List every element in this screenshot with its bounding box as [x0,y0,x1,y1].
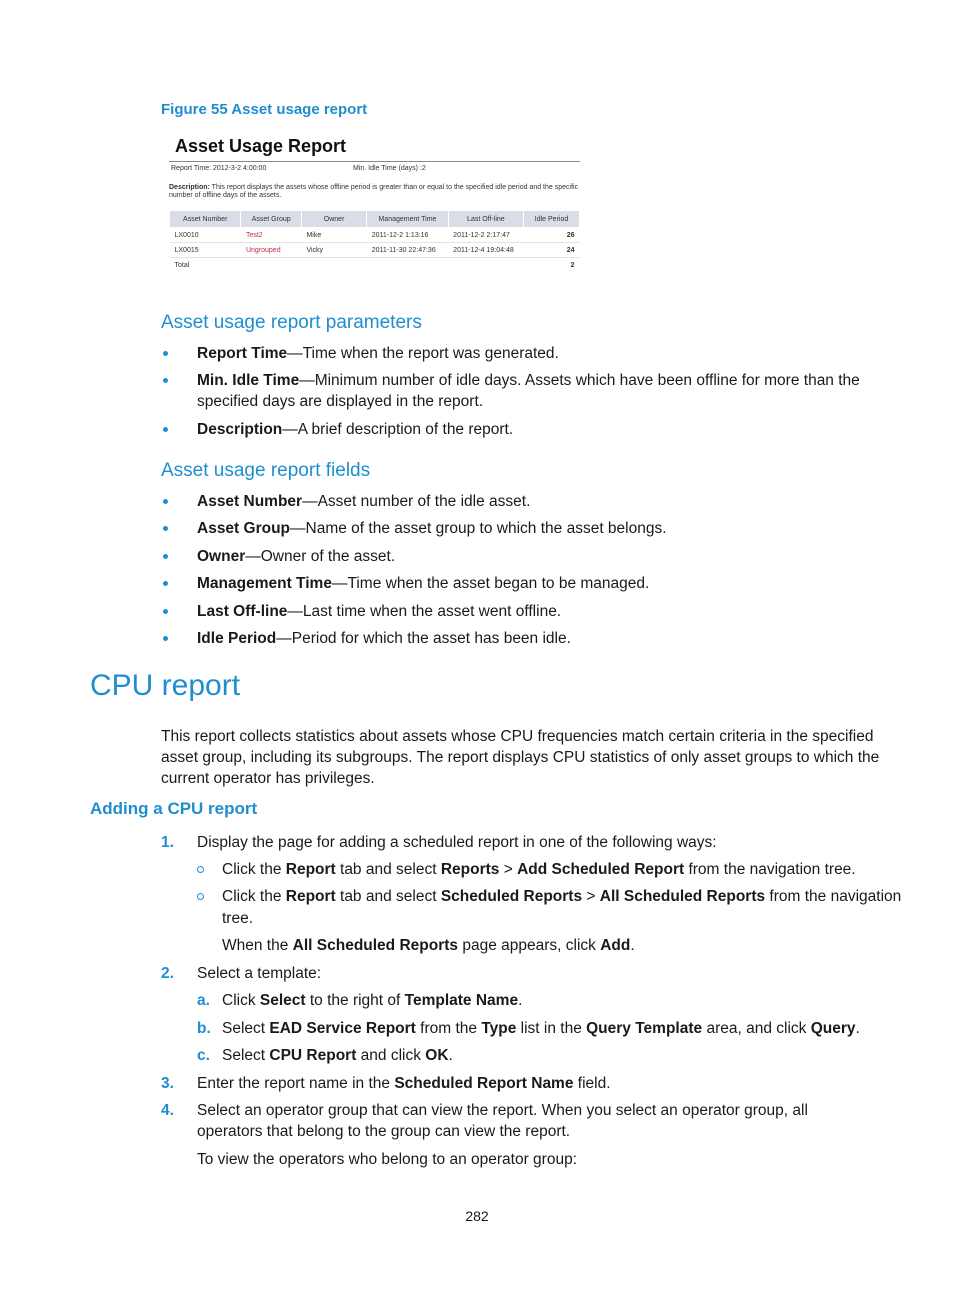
step-number: 2. [161,965,174,982]
cell: Test2 [241,228,301,243]
step-1: Display the page for adding a scheduled report in one of the following ways: [197,834,717,851]
report-title: Asset Usage Report [175,136,347,156]
step-number: 1. [161,834,174,851]
bullet-icon [163,636,168,641]
field-asset-number: Asset Number—Asset number of the idle asset. [197,493,531,510]
cell: 2011-12-4 19:04:48 [448,243,523,258]
step-1-note: When the All Scheduled Reports page appears, click Add. [222,937,635,954]
col-management-time: Management Time [367,211,448,228]
step-1-option-b-cont: tree. [222,910,254,927]
page-number: 282 [465,1208,489,1224]
bullet-icon [163,378,168,383]
step-2: Select a template: [197,965,322,982]
step-4-note: To view the operators who belong to an operator group: [197,1151,577,1168]
col-asset-group: Asset Group [241,211,301,228]
intro-line-1: This report collects statistics about assets whose CPU frequencies match certain criteria in the specified [161,728,874,745]
bullet-icon [163,351,168,356]
table-header-row [170,211,580,228]
step-2b: Select EAD Service Report from the Type list in the Query Template area, and click Query. [222,1020,860,1037]
description-label: Description: [169,184,210,191]
param-report-time: Report Time—Time when the report was generated. [197,345,559,362]
col-asset-number: Asset Number [170,211,241,228]
table-row [170,228,580,243]
sub-bullet-icon [197,866,204,873]
cell: 2011-11-30 22:47:36 [367,243,448,258]
field-management-time: Management Time—Time when the asset began to be managed. [197,575,650,592]
step-2a: Click Select to the right of Template Name. [222,992,523,1009]
cell: 2011-12-2 1:13:16 [367,228,448,243]
fields-heading: Asset usage report fields [161,460,371,481]
figure-caption: Figure 55 Asset usage report [161,101,368,118]
substep-letter: b. [197,1020,211,1037]
step-2c: Select CPU Report and click OK. [222,1047,453,1064]
substep-letter: a. [197,992,210,1009]
bullet-icon [163,554,168,559]
bullet-icon [163,609,168,614]
step-3: Enter the report name in the Scheduled Report Name field. [197,1075,611,1092]
field-last-offline: Last Off-line—Last time when the asset went offline. [197,603,562,620]
field-asset-group: Asset Group—Name of the asset group to which the asset belongs. [197,520,667,537]
col-owner: Owner [301,211,366,228]
step-4: Select an operator group that can view the report. When you select an operator group, all [197,1102,808,1119]
sub-bullet-icon [197,893,204,900]
intro-line-3: current operator has privileges. [161,770,375,787]
cell: LX0015 [170,243,241,258]
col-last-offline: Last Off-line [448,211,523,228]
total-label: Total [174,261,190,269]
field-idle-period: Idle Period—Period for which the asset has been idle. [197,630,571,647]
section-title: CPU report [90,669,241,702]
cell: 24 [524,243,580,258]
step-1-option-b: Click the Report tab and select Scheduled Reports > All Scheduled Reports from the navigation [222,888,902,905]
step-1-option-a: Click the Report tab and select Reports > Add Scheduled Report from the navigation tree. [222,861,856,878]
bullet-icon [163,499,168,504]
total-value: 2 [570,261,575,269]
params-heading: Asset usage report parameters [161,312,422,333]
table-total-row [170,258,580,273]
cell: Ungrouped [241,243,301,258]
subsection-title: Adding a CPU report [90,799,258,818]
cell: Vicky [301,243,366,258]
cell: Mike [301,228,366,243]
bullet-icon [163,526,168,531]
param-min-idle-time-cont: specified days are displayed in the report. [197,393,484,410]
param-min-idle-time: Min. Idle Time—Minimum number of idle days. Assets which have been offline for more than the [197,372,860,389]
step-number: 4. [161,1102,174,1119]
step-4-cont: operators that belong to the group can view the report. [197,1123,571,1140]
table-row [170,243,580,258]
param-description: Description—A brief description of the report. [197,421,514,438]
bullet-icon [163,581,168,586]
cell: LX0010 [170,228,241,243]
report-time: Report Time: 2012-3-2 4:00:00 [171,165,267,172]
asset-usage-report-figure [169,134,580,274]
report-description [169,184,580,200]
intro-line-2: asset group, including its subgroups. The report displays CPU statistics of only asset groups to which the [161,749,880,766]
description-text: This report displays the assets whose offline period is greater than or equal to the specified idle period and the specific number of offline days of the assets. [169,184,579,199]
cell: 2011-12-2 2:17:47 [448,228,523,243]
asset-table [169,210,580,272]
substep-letter: c. [197,1047,210,1064]
step-number: 3. [161,1075,174,1092]
report-divider [169,161,580,162]
min-idle-time: Min. Idle Time (days) :2 [353,165,426,172]
bullet-icon [163,427,168,432]
col-idle-period: Idle Period [524,211,580,228]
cell: 26 [524,228,580,243]
field-owner: Owner—Owner of the asset. [197,548,396,565]
